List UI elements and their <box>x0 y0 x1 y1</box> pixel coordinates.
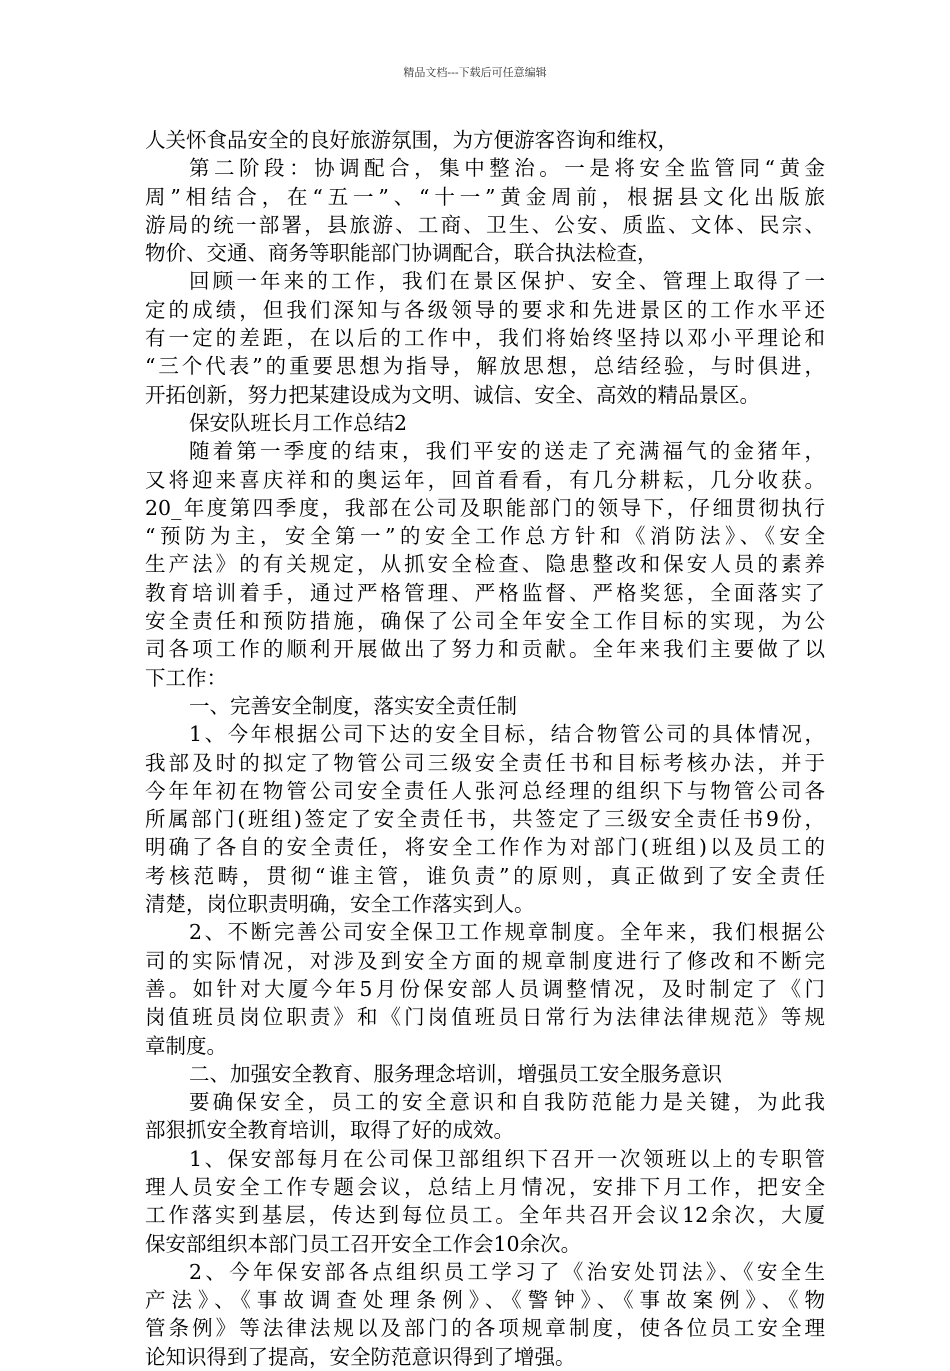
text-line: 有一定的差距，在以后的工作中，我们将始终坚持以邓小平理论和 <box>145 326 825 351</box>
text-line: 司各项工作的顺利开展做出了努力和贡献。全年来我们主要做了以 <box>145 637 825 662</box>
text-line: 论知识得到了提高，安全防范意识得到了增强。 <box>145 1344 576 1369</box>
text-line: 定的成绩，但我们深知与各级领导的要求和先进景区的工作水平还 <box>145 297 825 322</box>
text-line: 第二阶段：协调配合，集中整治。一是将安全监管同“黄金 <box>189 156 825 181</box>
text-line: 人关怀食品安全的良好旅游氛围，为方便游客咨询和维权， <box>145 128 678 152</box>
page-header: 精品文档---下载后可任意编辑 <box>403 66 547 79</box>
text-line: 产法》、《事故调查处理条例》、《警钟》、《事故案例》、《物 <box>145 1288 825 1313</box>
text-line: 周”相结合，在“五一”、“十一”黄金周前，根据县文化出版旅 <box>145 184 825 209</box>
text-line: 保安部组织本部门员工召开安全工作会10余次。 <box>145 1231 582 1256</box>
text-line: 随着第一季度的结束，我们平安的送走了充满福气的金猪年， <box>189 439 825 464</box>
text-line: 所属部门(班组)签定了安全责任书，共签定了三级安全责任书9份， <box>145 807 825 832</box>
text-line: 岗值班员岗位职责》和《门岗值班员日常行为法律法律规范》等规 <box>145 1005 825 1030</box>
text-line: 2、不断完善公司安全保卫工作规章制度。全年来，我们根据公 <box>189 920 825 945</box>
text-line: 一、完善安全制度，落实安全责任制 <box>189 693 517 718</box>
text-line: 保安队班长月工作总结2 <box>189 410 408 435</box>
text-line: “预防为主，安全第一”的安全工作总方针和《消防法》、《安全 <box>145 524 825 549</box>
text-line: 章制度。 <box>145 1033 227 1058</box>
text-line: 游局的统一部署，县旅游、工商、卫生、公安、质监、文体、民宗、 <box>145 212 825 237</box>
text-line: 2、今年保安部各点组织员工学习了《治安处罚法》、《安全生 <box>189 1259 825 1284</box>
text-line: 清楚，岗位职责明确，安全工作落实到人。 <box>145 892 535 917</box>
text-line: 二、加强安全教育、服务理念培训，增强员工安全服务意识 <box>189 1061 722 1086</box>
text-line: 安全责任和预防措施，确保了公司全年安全工作目标的实现，为公 <box>145 609 825 634</box>
document-body <box>145 126 825 1371</box>
text-line: 1、今年根据公司下达的安全目标，结合物管公司的具体情况， <box>189 722 825 747</box>
text-line: 明确了各自的安全责任，将安全工作作为对部门(班组)以及员工的 <box>145 835 825 860</box>
text-line: 开拓创新，努力把某建设成为文明、诚信、安全、高效的精品景区。 <box>145 382 760 407</box>
text-line: “三个代表”的重要思想为指导，解放思想，总结经验，与时俱进， <box>145 354 825 379</box>
text-line: 今年年初在物管公司安全责任人张河总经理的组织下与物管公司各 <box>145 778 825 803</box>
text-line: 管条例》等法律法规以及部门的各项规章制度，使各位员工安全理 <box>145 1316 825 1341</box>
text-line: 工作落实到基层，传达到每位员工。全年共召开会议12余次，大厦 <box>145 1203 825 1228</box>
text-line: 1、保安部每月在公司保卫部组织下召开一次领班以上的专职管 <box>189 1146 825 1171</box>
text-line: 下工作： <box>145 665 227 690</box>
text-line: 我部及时的拟定了物管公司三级安全责任书和目标考核办法，并于 <box>145 750 825 775</box>
text-line: 20_年度第四季度，我部在公司及职能部门的领导下，仔细贯彻执行 <box>145 495 825 520</box>
text-line: 考核范畴，贯彻“谁主管，谁负责”的原则，真正做到了安全责任 <box>145 863 825 888</box>
text-line: 司的实际情况，对涉及到安全方面的规章制度进行了修改和不断完 <box>145 948 825 973</box>
text-line: 理人员安全工作专题会议，总结上月情况，安排下月工作，把安全 <box>145 1174 825 1199</box>
text-line: 部狠抓安全教育培训，取得了好的成效。 <box>145 1118 514 1143</box>
text-line: 又将迎来喜庆祥和的奥运年，回首看看，有几分耕耘，几分收获。 <box>145 467 825 492</box>
text-line: 生产法》的有关规定，从抓安全检查、隐患整改和保安人员的素养 <box>145 552 825 577</box>
text-line: 教育培训着手，通过严格管理、严格监督、严格奖惩，全面落实了 <box>145 580 825 605</box>
text-line: 回顾一年来的工作，我们在景区保护、安全、管理上取得了一 <box>189 269 825 294</box>
text-line: 物价、交通、商务等职能部门协调配合，联合执法检查， <box>145 241 658 266</box>
text-line: 善。如针对大厦今年5月份保安部人员调整情况，及时制定了《门 <box>145 976 825 1001</box>
text-line: 要确保安全，员工的安全意识和自我防范能力是关键，为此我 <box>189 1090 825 1115</box>
